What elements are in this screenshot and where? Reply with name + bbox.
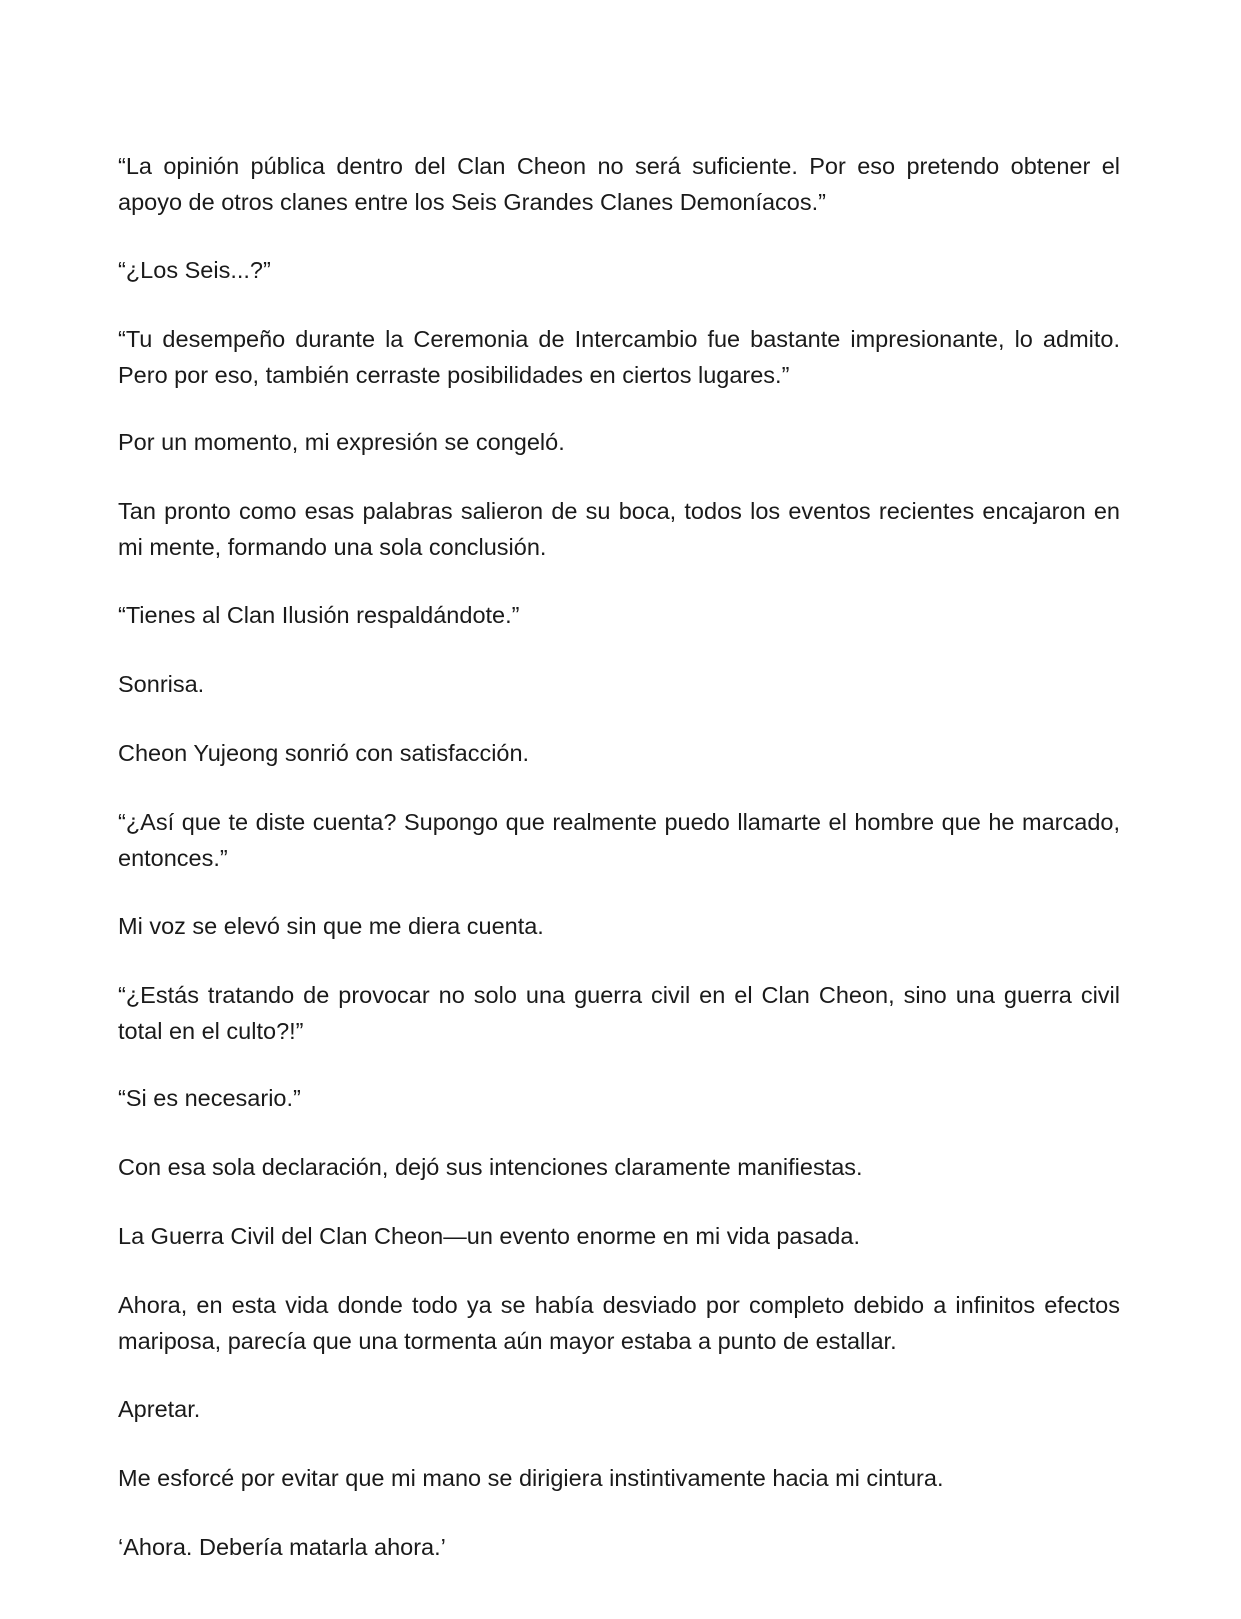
paragraph-10: Mi voz se elevó sin que me diera cuenta.: [118, 913, 544, 939]
paragraph-17: Me esforcé por evitar que mi mano se dirigiera instintivamente hacia mi cintura.: [118, 1465, 944, 1491]
paragraph-2: “¿Los Seis...?”: [118, 257, 271, 283]
paragraph-13: Con esa sola declaración, dejó sus intenciones claramente manifiestas.: [118, 1154, 863, 1180]
paragraph-4: Por un momento, mi expresión se congeló.: [118, 429, 565, 455]
paragraph-6: “Tienes al Clan Ilusión respaldándote.”: [118, 602, 520, 628]
paragraph-7: Sonrisa.: [118, 671, 205, 697]
paragraph-3: “Tu desempeño durante la Ceremonia de Intercambio fue bastante impresionante, lo admito. Pero por eso, también cerraste posibilidades en ciertos lugares.”: [118, 326, 1120, 388]
paragraph-16: Apretar.: [118, 1396, 201, 1422]
paragraph-14: La Guerra Civil del Clan Cheon—un evento enorme en mi vida pasada.: [118, 1223, 860, 1249]
paragraph-1: “La opinión pública dentro del Clan Cheon no será suficiente. Por eso pretendo obtener el apoyo de otros clanes entre los Seis Grandes Clanes Demoníacos.”: [118, 153, 1120, 215]
paragraph-11: “¿Estás tratando de provocar no solo una guerra civil en el Clan Cheon, sino una guerra civil total en el culto?!”: [118, 982, 1120, 1044]
paragraph-9: “¿Así que te diste cuenta? Supongo que realmente puedo llamarte el hombre que he marcado, entonces.”: [118, 809, 1120, 871]
paragraph-15: Ahora, en esta vida donde todo ya se había desviado por completo debido a infinitos efectos mariposa, parecía que una tormenta aún mayor estaba a punto de estallar.: [118, 1292, 1120, 1354]
paragraph-18: ‘Ahora. Debería matarla ahora.’: [118, 1534, 446, 1560]
paragraph-12: “Si es necesario.”: [118, 1085, 301, 1111]
paragraph-8: Cheon Yujeong sonrió con satisfacción.: [118, 740, 530, 766]
paragraph-5: Tan pronto como esas palabras salieron de su boca, todos los eventos recientes encajaron en mi mente, formando una sola conclusión.: [118, 498, 1120, 560]
